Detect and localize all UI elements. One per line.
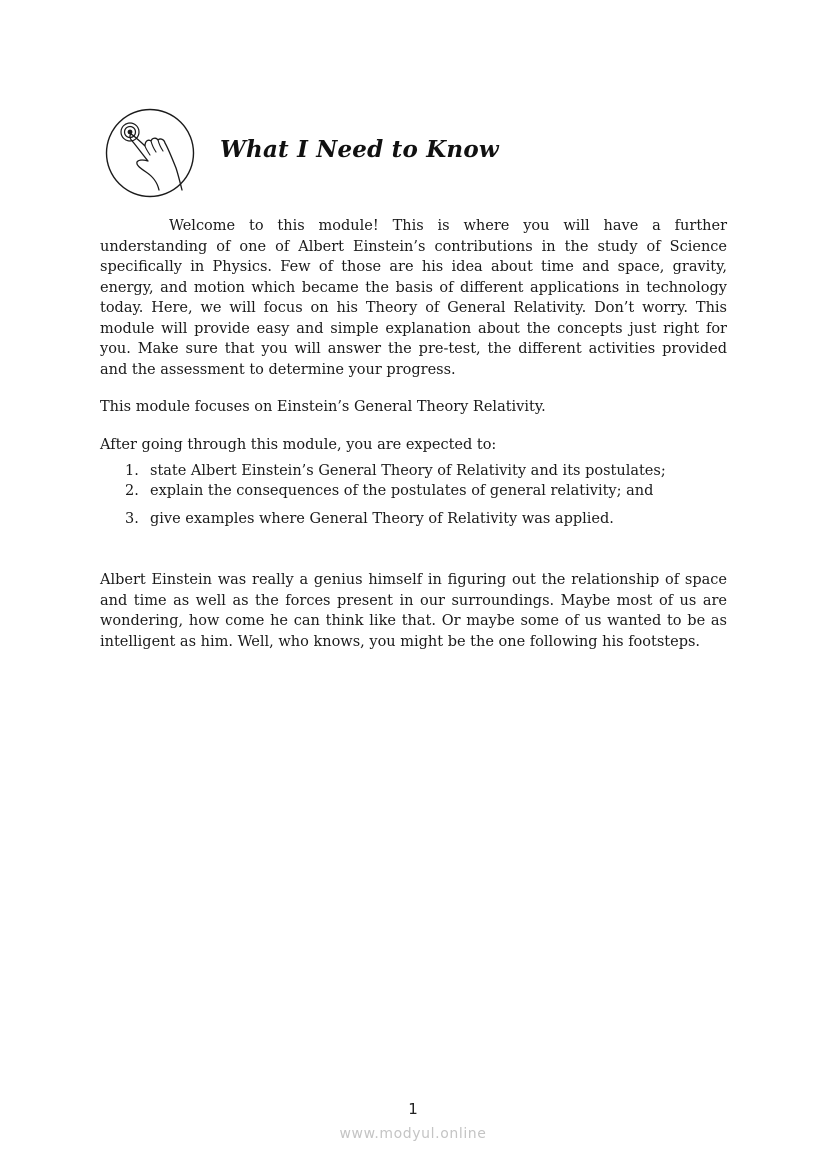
expectations-intro: After going through this module, you are expected to: <box>100 436 497 453</box>
intro-paragraph: Welcome to this module! This is where you will have a further understanding of one of Albert Einstein’s contributions in the study of Science specifically in Physics. Few of those are his idea about time and space, gravity, energy, and motion which became the basis of different applications in technology today. Here, we will focus on his Theory of General Relativity. Don’t worry. This module will provide easy and simple explanation about the concepts just right for you. Make sure that you will answer the pre-test, the different activities provided and the assessment to determine your progress. <box>100 218 727 378</box>
closing-paragraph: Albert Einstein was really a genius himself in figuring out the relationship of space and time as well as the forces present in our surroundings. Maybe most of us are wondering, how come he can think like that. Or maybe some of us wanted to be as intelligent as him. Well, who knows, you might be the one following his footsteps. <box>100 572 727 650</box>
list-item-text: explain the consequences of the postulates of general relativity; and <box>150 483 654 499</box>
module-content <box>100 216 727 652</box>
watermark: www.modyul.online <box>339 1126 487 1142</box>
list-item-number: 1. <box>125 463 139 479</box>
list-item-text: state Albert Einstein’s General Theory of Relativity and its postulates; <box>150 463 666 479</box>
list-item <box>100 509 727 529</box>
list-item <box>100 461 727 481</box>
learning-objectives-list <box>100 461 727 529</box>
list-item-text: give examples where General Theory of Relativity was applied. <box>150 511 614 527</box>
list-item <box>100 481 727 501</box>
focus-statement: This module focuses on Einstein’s General Theory Relativity. <box>100 399 546 415</box>
page-number: 1 <box>408 1100 418 1118</box>
list-item-number: 3. <box>125 511 139 527</box>
section-title: What I Need to Know <box>220 136 499 163</box>
list-item-number: 2. <box>125 483 139 499</box>
pointing-hand-touch-icon <box>104 108 196 198</box>
